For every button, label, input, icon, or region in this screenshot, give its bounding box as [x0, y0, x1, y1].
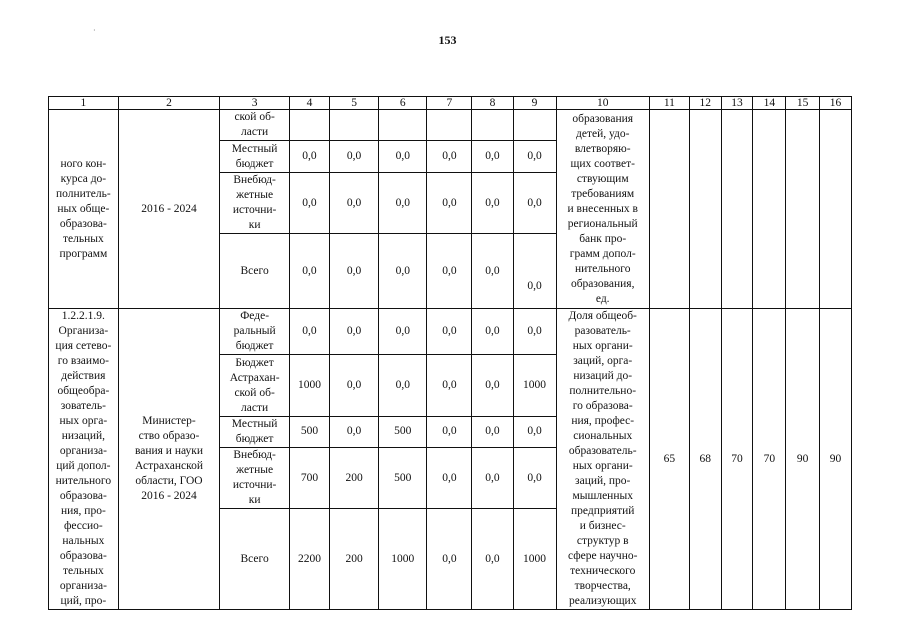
header-cell: 11 — [649, 97, 689, 110]
target-cell — [820, 110, 852, 309]
value-cell: 0,0 — [329, 355, 378, 416]
header-cell: 13 — [721, 97, 753, 110]
target-cell — [721, 110, 753, 309]
value-cell: 0,0 — [379, 234, 427, 309]
value-cell: 0,0 — [472, 173, 513, 234]
measure-name-cell — [49, 309, 119, 610]
target-cell: 90 — [786, 309, 820, 610]
funding-source-cell: Внебюд- жетные источни- ки — [220, 173, 290, 234]
header-cell: 15 — [786, 97, 820, 110]
value-cell: 0,0 — [379, 309, 427, 355]
value-cell: 0,0 — [289, 234, 329, 309]
scan-speck: · — [93, 26, 96, 35]
value-cell: 0,0 — [513, 416, 556, 447]
value-cell — [379, 110, 427, 141]
budget-table — [48, 96, 852, 610]
header-cell: 3 — [220, 97, 290, 110]
value-cell: 0,0 — [513, 447, 556, 508]
value-cell: 500 — [289, 416, 329, 447]
value-cell — [427, 110, 472, 141]
executor-cell — [118, 110, 220, 309]
indicator-text: образования детей, удо- влетворяю- щих соответ- ствующим требованиям и внесенных в региональный банк про- грамм допол- нительного образования, ед. — [567, 112, 638, 305]
value-cell: 0,0 — [289, 173, 329, 234]
header-cell: 4 — [289, 97, 329, 110]
value-cell: 200 — [329, 509, 378, 610]
value-cell: 0,0 — [329, 234, 378, 309]
value-cell: 0,0 — [513, 234, 556, 309]
value-cell: 0,0 — [329, 309, 378, 355]
value-cell: 0,0 — [472, 416, 513, 447]
executor-text: 2016 - 2024 — [141, 202, 197, 215]
value-cell: 0,0 — [513, 309, 556, 355]
value-cell — [289, 110, 329, 141]
value-cell: 0,0 — [329, 416, 378, 447]
header-cell: 12 — [689, 97, 721, 110]
target-cell: 68 — [689, 309, 721, 610]
target-cell: 90 — [820, 309, 852, 610]
measure-name-text: ного кон- курса до- полнитель- ных обще- образова- тельных программ — [55, 157, 111, 260]
value-cell: 1000 — [379, 509, 427, 610]
value-cell: 0,0 — [289, 309, 329, 355]
indicator-cell — [556, 110, 649, 309]
indicator-text: Доля общеоб- разователь- ных органи- заций, орга- низаций до- полнительно- го образова- ния, профес- сиональных образователь- ных органи- заций, про- мышленных предприятий и бизнес- структур в сфере научно- технического творчества, реализующих — [567, 310, 638, 607]
header-cell: 5 — [329, 97, 378, 110]
value-cell: 0,0 — [427, 355, 472, 416]
target-cell — [753, 110, 786, 309]
funding-source-cell: Всего — [220, 509, 290, 610]
header-cell: 14 — [753, 97, 786, 110]
value-cell: 0,0 — [329, 173, 378, 234]
funding-source-cell: Всего — [220, 234, 290, 309]
funding-source-cell: Внебюд- жетные источни- ки — [220, 447, 290, 508]
header-cell: 2 — [118, 97, 220, 110]
measure-name-cell — [49, 110, 119, 309]
funding-source-cell: Феде- ральный бюджет — [220, 309, 290, 355]
value-cell: 0,0 — [427, 234, 472, 309]
value-cell: 0,0 — [513, 141, 556, 173]
funding-source-cell: Местный бюджет — [220, 416, 290, 447]
value-cell — [513, 110, 556, 141]
header-cell: 6 — [379, 97, 427, 110]
target-cell: 65 — [649, 309, 689, 610]
funding-source-cell: Бюджет Астрахан- ской об- ласти — [220, 355, 290, 416]
value-cell: 0,0 — [472, 309, 513, 355]
value-cell: 2200 — [289, 509, 329, 610]
funding-source-cell: ской об- ласти — [220, 110, 290, 141]
value-cell: 1000 — [513, 509, 556, 610]
value-cell — [472, 110, 513, 141]
value-cell: 1000 — [513, 355, 556, 416]
value-cell: 0,0 — [472, 234, 513, 309]
value-cell: 0,0 — [513, 173, 556, 234]
header-row — [49, 97, 852, 110]
value-cell: 1000 — [289, 355, 329, 416]
value-cell — [329, 110, 378, 141]
header-cell: 1 — [49, 97, 119, 110]
value-cell: 0,0 — [427, 309, 472, 355]
header-cell: 7 — [427, 97, 472, 110]
target-cell: 70 — [753, 309, 786, 610]
target-cell — [786, 110, 820, 309]
value-cell: 0,0 — [472, 509, 513, 610]
target-cell — [689, 110, 721, 309]
header-cell: 8 — [472, 97, 513, 110]
header-cell: 9 — [513, 97, 556, 110]
target-cell: 70 — [721, 309, 753, 610]
executor-text: Министер- ство образо- вания и науки Астраханской области, ГОО 2016 - 2024 — [134, 415, 204, 502]
value-cell: 0,0 — [289, 141, 329, 173]
indicator-cell — [556, 309, 649, 610]
value-cell: 0,0 — [379, 173, 427, 234]
value-cell: 0,0 — [329, 141, 378, 173]
header-cell: 10 — [556, 97, 649, 110]
value-cell: 500 — [379, 416, 427, 447]
value-cell: 200 — [329, 447, 378, 508]
value-cell: 0,0 — [427, 173, 472, 234]
value-cell: 0,0 — [379, 355, 427, 416]
page-number: 153 — [438, 33, 457, 47]
value-cell: 0,0 — [379, 141, 427, 173]
target-cell — [649, 110, 689, 309]
value-cell: 0,0 — [427, 447, 472, 508]
value-cell: 0,0 — [472, 141, 513, 173]
table-row — [49, 309, 852, 355]
value-cell: 0,0 — [472, 355, 513, 416]
table-row — [49, 110, 852, 141]
funding-source-cell: Местный бюджет — [220, 141, 290, 173]
header-cell: 16 — [820, 97, 852, 110]
value-cell: 0,0 — [427, 509, 472, 610]
value-cell: 0,0 — [427, 141, 472, 173]
executor-cell — [118, 309, 220, 610]
measure-name-text: 1.2.2.1.9. Организа- ция сетево- го взаимо- действия общеобра- зователь- ных орга- низаций, организа- ций допол- нительного образова- ния, про- фессио- нальных образова- тельных организа- ций, про- — [55, 310, 112, 607]
value-cell: 700 — [289, 447, 329, 508]
value-cell: 0,0 — [427, 416, 472, 447]
value-cell: 0,0 — [472, 447, 513, 508]
value-cell: 500 — [379, 447, 427, 508]
